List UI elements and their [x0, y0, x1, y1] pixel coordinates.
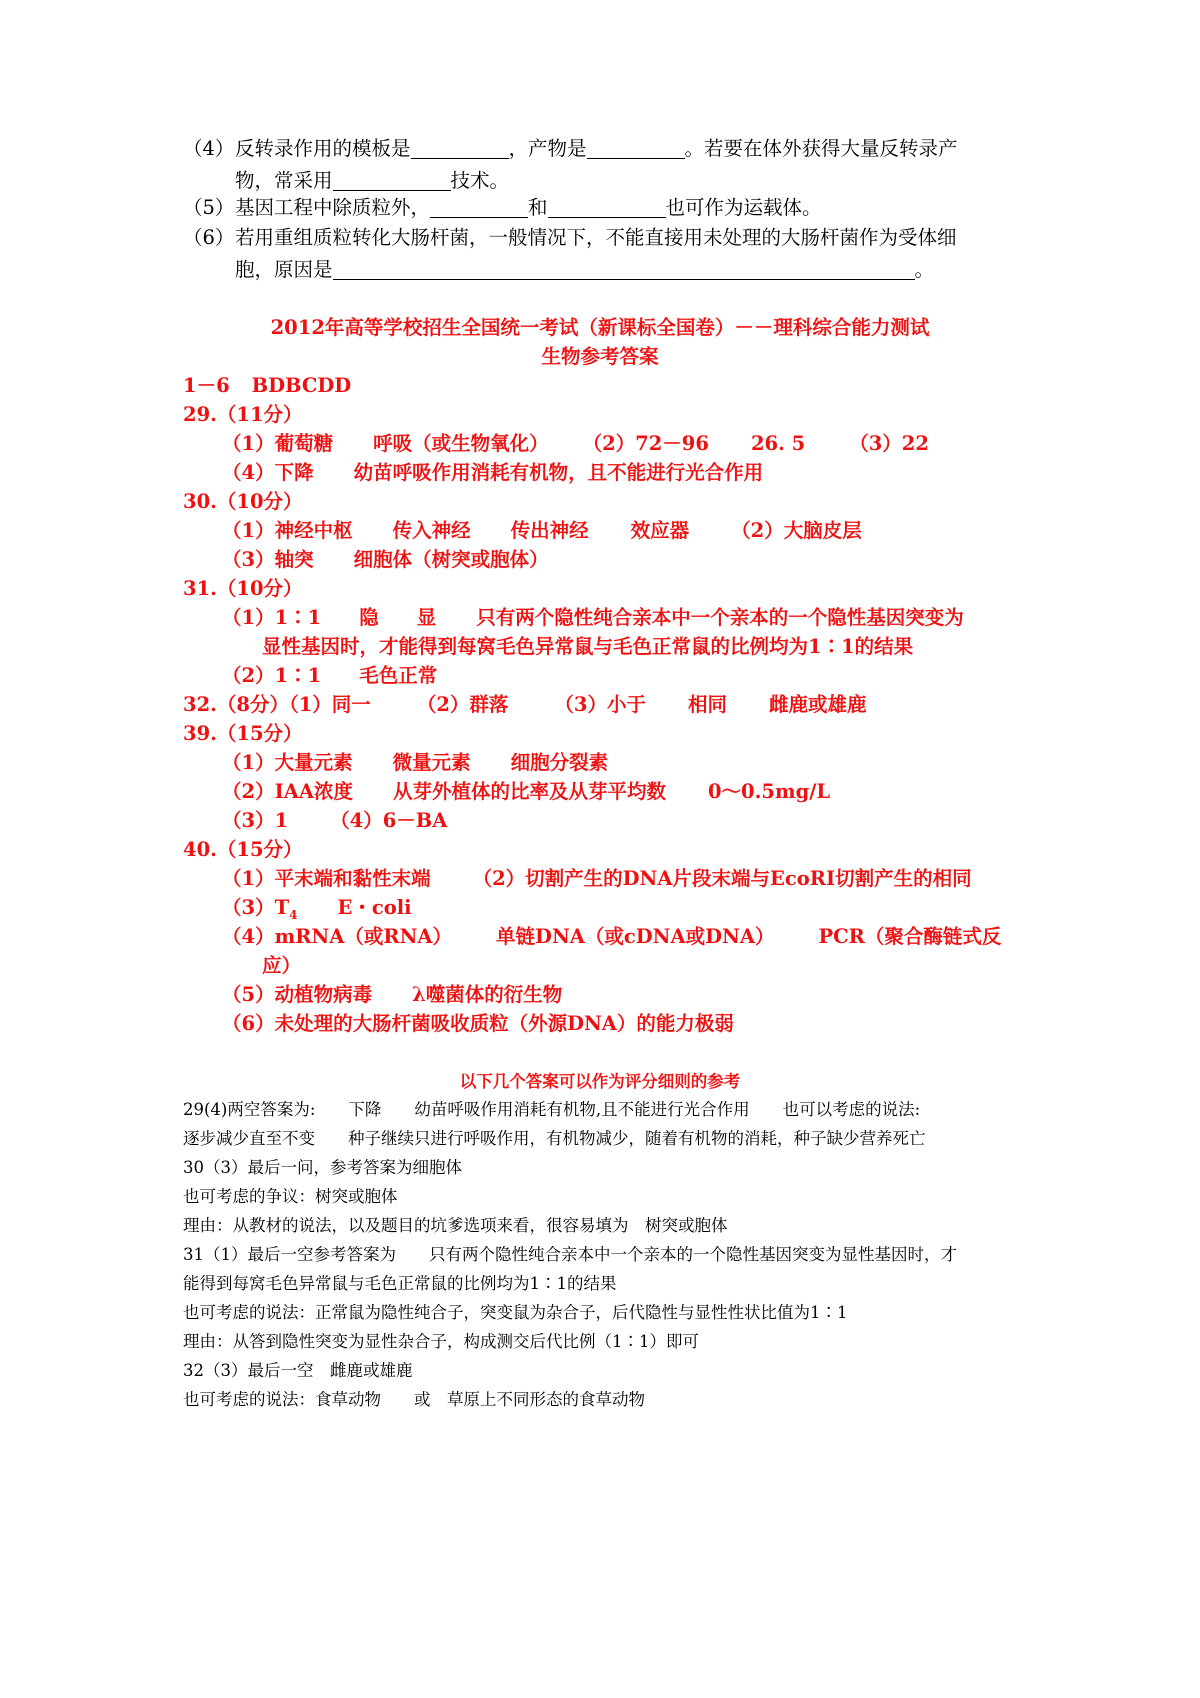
answer-item: （1）葡萄糖 [222, 432, 334, 455]
answer-40-line3 [222, 921, 1001, 949]
answer-item: （2）1∶1 [222, 664, 322, 687]
question-text: 反转录作用的模板是 [235, 137, 411, 160]
answer-item: 幼苗呼吸作用消耗有机物，且不能进行光合作用 [353, 461, 764, 484]
question-number: （4） [183, 137, 235, 160]
answer-30-line1 [222, 515, 862, 543]
answer-item: （1）神经中枢 [222, 519, 353, 542]
answer-item: 雌鹿或雄鹿 [768, 693, 867, 716]
answer-item: 毛色正常 [359, 664, 438, 687]
answer-item: （2）72－96 [582, 432, 709, 455]
answer-blank[interactable] [333, 168, 451, 191]
answer-item: 呼吸（或生物氧化） [373, 432, 549, 455]
note-line: 也可考虑的争议：树突或胞体 [183, 1187, 398, 1206]
note-line: 31（1）最后一空参考答案为 只有两个隐性纯合亲本中一个亲本的一个隐性基因突变为显性基因时，才 [183, 1245, 957, 1264]
answer-item: （4）6－BA [330, 809, 448, 832]
answer-40-line1 [222, 863, 972, 891]
answer-subtitle: 生物参考答案 [541, 345, 659, 368]
subscript: 4 [289, 907, 298, 922]
answer-40-line5: （6）未处理的大肠杆菌吸收质粒（外源DNA）的能力极弱 [222, 1012, 734, 1035]
answer-item: 细胞分裂素 [510, 751, 609, 774]
note-line: 理由：从答到隐性突变为显性杂合子，构成测交后代比例（1∶1）即可 [183, 1332, 699, 1351]
answer-item: 单链DNA（或cDNA或DNA） [496, 925, 775, 948]
question-6 [183, 222, 1023, 286]
answer-item: 从芽外植体的比率及从芽平均数 [392, 780, 666, 803]
answer-item: 相同 [687, 693, 727, 716]
answer-item: （3）T [222, 896, 290, 919]
answer-item: （2）大脑皮层 [731, 519, 862, 542]
note-line: 也可考虑的说法：正常鼠为隐性纯合子，突变鼠为杂合子，后代隐性与显性性状比值为1∶1 [183, 1303, 848, 1322]
note-line: 能得到每窝毛色异常鼠与毛色正常鼠的比例均为1∶1的结果 [183, 1274, 617, 1293]
answer-item: λ噬菌体的衍生物 [412, 983, 563, 1006]
answer-item: （2）切割产生的DNA片段末端与EcoRⅠ切割产生的相同 [472, 867, 972, 890]
answer-item: 0～0.5mg/L [707, 780, 831, 803]
answer-value: BDBCDD [251, 374, 352, 397]
answer-item: （3）小于 [554, 693, 646, 716]
answer-item: 32.（8分）（1）同一 [183, 693, 371, 716]
note-line: 逐步减少直至不变 种子继续只进行呼吸作用，有机物减少，随着有机物的消耗，种子缺少营养死亡 [183, 1129, 926, 1148]
question-text: ，产物是 [508, 137, 587, 160]
question-text: 和 [528, 196, 548, 219]
answer-item: 传出神经 [510, 519, 589, 542]
answer-item: E・coli [337, 896, 412, 919]
answer-39-head: 39.（15分） [183, 722, 303, 745]
question-number: （6） [183, 226, 235, 249]
question-text: 基因工程中除质粒外， [235, 196, 431, 219]
question-text: 胞，原因是 [235, 258, 333, 281]
answer-40-line2 [222, 892, 412, 922]
question-text: 物，常采用 [235, 169, 333, 192]
answer-31-head: 31.（10分） [183, 577, 303, 600]
answer-29-line2 [222, 457, 763, 485]
answer-item: （1）大量元素 [222, 751, 353, 774]
answer-32-line1 [183, 689, 867, 717]
answer-title: 2012年高等学校招生全国统一考试（新课标全国卷）－－理科综合能力测试 [270, 316, 930, 339]
notes-title: 以下几个答案可以作为评分细则的参考 [459, 1072, 741, 1091]
answer-item: （1）1∶1 [222, 606, 322, 629]
note-line: 30（3）最后一问，参考答案为细胞体 [183, 1158, 462, 1177]
question-5 [183, 192, 1023, 224]
answer-item: （4）下降 [222, 461, 314, 484]
note-line: 29(4)两空答案为: 下降 幼苗呼吸作用消耗有机物,且不能进行光合作用 也可以考虑的说法: [183, 1100, 921, 1119]
answer-item: 传入神经 [392, 519, 471, 542]
answer-40-head: 40.（15分） [183, 838, 303, 861]
answer-39-line3 [222, 805, 447, 833]
answer-blank[interactable] [548, 195, 666, 218]
question-text: 技术。 [450, 169, 510, 192]
answer-item: （1）平末端和黏性末端 [222, 867, 431, 890]
answer-item: （3）轴突 [222, 548, 314, 571]
answer-item: 显 [416, 606, 437, 629]
answer-item: （2）群落 [416, 693, 509, 716]
answer-item: 隐 [359, 606, 379, 629]
answer-item: 效应器 [630, 519, 690, 542]
answer-item: （4）mRNA（或RNA） [222, 925, 453, 948]
answer-blank[interactable] [333, 257, 915, 280]
question-text: 也可作为运载体。 [665, 196, 822, 219]
answer-29-line1 [222, 428, 929, 456]
answer-29-head: 29.（11分） [183, 403, 303, 426]
answer-40-line3b: 应） [262, 954, 302, 977]
answer-item: 微量元素 [392, 751, 471, 774]
question-text: 若用重组质粒转化大肠杆菌，一般情况下，不能直接用未处理的大肠杆菌作为受体细 [235, 226, 957, 249]
answer-30-head: 30.（10分） [183, 490, 303, 513]
answer-31-line3 [222, 660, 437, 688]
answer-item: （3）1 [222, 809, 289, 832]
question-number: （5） [183, 196, 235, 219]
answer-label: 1－6 [183, 374, 230, 397]
answer-item: PCR（聚合酶链式反 [818, 925, 1002, 948]
answer-blank[interactable] [411, 136, 509, 159]
answer-item: （2）IAA浓度 [222, 780, 353, 803]
answer-item: （3）22 [849, 432, 929, 455]
answer-item: 只有两个隐性纯合亲本中一个亲本的一个隐性基因突变为 [476, 606, 964, 629]
note-line: 32（3）最后一空 雌鹿或雄鹿 [183, 1361, 413, 1380]
question-text: 。 [914, 258, 935, 281]
answer-item: 26. 5 [750, 432, 806, 455]
answer-item: 细胞体（树突或胞体） [353, 548, 549, 571]
answer-blank[interactable] [430, 195, 528, 218]
answer-blank[interactable] [587, 136, 685, 159]
answer-30-line2 [222, 544, 549, 572]
answer-1-6 [183, 370, 351, 398]
note-line: 也可考虑的说法：食草动物 或 草原上不同形态的食草动物 [183, 1390, 645, 1409]
answer-item: （5）动植物病毒 [222, 983, 373, 1006]
question-text: 。若要在体外获得大量反转录产 [684, 137, 958, 160]
answer-39-line2 [222, 776, 830, 804]
question-4 [183, 133, 1023, 197]
answer-39-line1 [222, 747, 608, 775]
answer-31-line1 [222, 602, 964, 630]
answer-31-line2: 显性基因时，才能得到每窝毛色异常鼠与毛色正常鼠的比例均为1∶1的结果 [262, 635, 914, 658]
note-line: 理由：从教材的说法，以及题目的坑爹选项来看，很容易填为 树突或胞体 [183, 1216, 728, 1235]
answer-40-line4 [222, 979, 562, 1007]
